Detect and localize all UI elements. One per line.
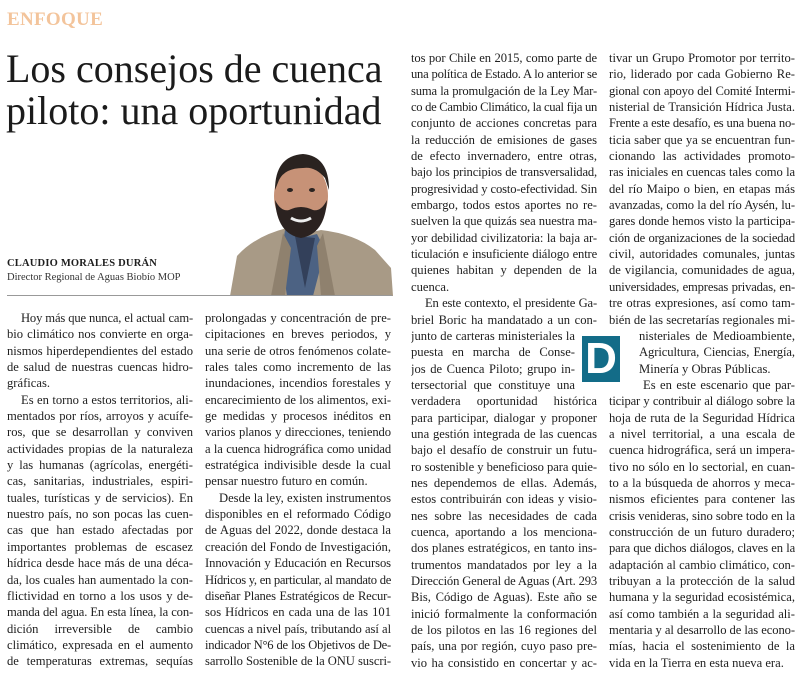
article-line: dos planes estratégicos, en tanto ins- xyxy=(411,541,597,556)
article-line: ticipar y contribuir al diálogo sobre la xyxy=(609,394,795,409)
article-line: suelven la que quizás sea nuestra ma- xyxy=(411,214,597,229)
article-line: pensar nuestro futuro en común. xyxy=(205,474,368,489)
article-line: Agricultura, Ciencias, Energía, xyxy=(639,345,795,360)
article-line: nismos eficientes para contener las xyxy=(609,492,795,507)
article-line: tersectorial que constituye una xyxy=(411,377,575,392)
article-line: verdadera oportunidad histórica xyxy=(411,394,597,409)
article-line: to a la búsqueda de ahorros y meca- xyxy=(609,475,795,490)
article-line: crisis venideras, sino sobre todo en la xyxy=(609,508,795,523)
article-line: suma la promulgación de la Ley Mar- xyxy=(411,83,597,98)
article-line: rio, liderado por cada Gobierno Re- xyxy=(609,67,795,82)
article-line: inundaciones, incendios forestales y xyxy=(205,376,391,391)
article-line: estratégica indivisible desde la cual xyxy=(205,458,391,473)
article-line: y las humanas (agrícolas, energéti- xyxy=(7,458,193,473)
article-line: prolongadas y concentración de pre- xyxy=(205,311,391,325)
article-line: de Aguas del 2022, donde destaca la xyxy=(205,523,391,538)
article-line: bajo los principios de transversalidad, xyxy=(411,165,597,180)
article-line: junto de carteras ministeriales la xyxy=(411,328,575,343)
headline xyxy=(6,48,383,132)
article-line: ro sostenible y beneficioso para quie- xyxy=(411,459,597,474)
article-line: indicador N°6 de los Objetivos de De- xyxy=(205,637,391,652)
article-line: gares donde hemos visto la participa- xyxy=(609,214,795,229)
article-line: de los pilotos en las 16 regiones del xyxy=(411,623,597,638)
article-line: universidades, empresas privadas, en- xyxy=(609,279,795,294)
divider xyxy=(7,295,392,296)
article-line: bién de las secretarías regionales mi- xyxy=(609,312,795,327)
article-line: nuestro país, no son pocas las cuen- xyxy=(7,507,193,522)
article-line: Frente a este desafío, es una buena no- xyxy=(609,116,795,131)
article-line: construcción de un futuro duradero; xyxy=(609,524,795,539)
article-line: nes dependemos de ellas. Además, xyxy=(411,475,597,490)
article-line: tivar un Grupo Promotor por territo- xyxy=(609,51,795,65)
article-line: tribuyan a la protección de la salud xyxy=(609,574,795,588)
article-line: cipitaciones en breves periodos, y xyxy=(205,327,391,342)
article-line: adaptación al cambio climático, con- xyxy=(609,557,795,572)
article-line: Dirección General de Aguas (Art. 293 xyxy=(411,574,597,588)
article-line: En este contexto, el presidente Ga- xyxy=(425,296,597,311)
article-line: importantes problemas de escasez xyxy=(7,539,193,554)
headline-line: Los consejos de cuenca xyxy=(6,46,383,91)
article-line: nisterial de Transición Hídrica Justa. xyxy=(609,100,795,115)
article-line: puesta en marcha de Conse- xyxy=(411,345,575,360)
article-line: ras iniciales en cuencas tales como la xyxy=(609,165,795,180)
article-line: conjunto de acciones concretas para xyxy=(411,116,597,131)
article-line: nisteriales de Medioambiente, xyxy=(639,328,795,343)
article-line: de temperaturas extremas, sequías xyxy=(7,654,193,669)
article-line: da, los cuales han aumentado la con- xyxy=(7,572,193,587)
article-line: trumentos mandatados por ley a la xyxy=(411,557,597,572)
article-line: cuenca. xyxy=(411,279,450,294)
article-line: a nivel territorial, a una escala de xyxy=(609,426,795,441)
article-line: mentaria y al desarrollo de las econo- xyxy=(609,623,795,638)
article-column-4 xyxy=(609,50,795,671)
article-line: actividades propias de la naturaleza xyxy=(7,441,193,456)
article-line: de salud de nuestras cuencas hidro- xyxy=(7,360,193,375)
author-role: Director Regional de Aguas Biobío MOP xyxy=(7,272,181,283)
article-line: ge medidas y procesos inéditos en xyxy=(205,409,391,424)
article-line: jos de Cuenca Piloto; grupo in- xyxy=(411,361,575,376)
article-line: inició formalmente la conformación xyxy=(411,606,597,621)
article-line: una serie de otros fenómenos colate- xyxy=(205,343,391,358)
article-line: ticia saber que ya se encuentran fun- xyxy=(609,132,795,147)
article-line: mías, hacia el sostenimiento de la xyxy=(609,639,795,654)
article-line: embargo, todos estos aportes no re- xyxy=(411,198,597,213)
article-line: Hídricos y, en particular, al mandato de xyxy=(205,572,391,587)
article-line: gional con apoyo del Comité Intermi- xyxy=(609,83,795,98)
article-line: disponibles en el reformado Código xyxy=(205,507,391,522)
article-line: una gestión integrada de las cuencas xyxy=(411,426,597,441)
article-line: encarecimiento de los alimentos, exi- xyxy=(205,392,391,407)
article-line: ticulación e insuficiente diálogo entre xyxy=(411,247,597,262)
article-line: tuales, turísticas y de servicios). En xyxy=(7,490,193,505)
article-line: de efecto invernadero, entre otras, xyxy=(411,149,597,164)
article-column-3 xyxy=(411,50,597,671)
article-line: flictividad en torno a los usos y de- xyxy=(7,588,193,603)
article-line: humana y la seguridad ecosistémica, xyxy=(609,590,795,605)
article-line: cuenca hidrográfica, será un impera- xyxy=(609,443,795,458)
article-line: a la cuenca hidrográfica como unidad xyxy=(205,441,391,456)
drop-cap: D xyxy=(582,336,620,382)
article-line: tos por Chile en 2015, como parte de xyxy=(411,51,597,65)
article-line: civil, autoridades comunales, juntas xyxy=(609,247,795,262)
article-line: dición irreversible de cambio xyxy=(7,621,193,636)
article-line: vio ha consistido en concertar y ac- xyxy=(411,655,597,670)
article-line: nes sobre las necesidades de cada xyxy=(411,508,597,523)
headline-line: piloto: una oportunidad xyxy=(6,88,382,133)
article-line: para participar, dialogar y proponer xyxy=(411,410,597,425)
article-line: climático, expresada en el aumento xyxy=(7,637,193,652)
article-line: diseñar Planes Estratégicos de Recur- xyxy=(205,588,391,603)
article-line: del río Maipo o bien, en etapas más xyxy=(609,181,795,196)
article-line: así como también a la seguridad ali- xyxy=(609,606,795,621)
article-line: de vigilancia, comunidades de agua, xyxy=(609,263,795,278)
article-line: cuencas a nivel país, tributando así al xyxy=(205,621,391,636)
article-line: hídrica desde hace más de una déca- xyxy=(7,556,193,571)
article-line: yor debilidad civilizatoria: la baja ar- xyxy=(411,230,597,245)
article-line: para que dichos diálogos, claves en la xyxy=(609,541,795,556)
article-line: Es en este escenario que par- xyxy=(643,377,795,392)
article-line: Innovación y Educación en Recursos xyxy=(205,556,391,571)
article-line: Hoy más que nunca, el actual cam- xyxy=(21,311,193,325)
article-line: nismos hiperdependientes del estado xyxy=(7,343,193,358)
article-line: una política de Estado. A lo anterior se xyxy=(411,67,597,82)
author-photo xyxy=(225,138,393,296)
article-line: quienes habitan y dependen de la xyxy=(411,263,597,278)
article-line: hoja de ruta de la Seguridad Hídrica xyxy=(609,410,795,425)
article-line: ros, que se desarrollan y conviven xyxy=(7,425,193,440)
article-line: Minería y Obras Públicas. xyxy=(639,361,771,376)
article-line: sos Hídricos en cada una de las 101 xyxy=(205,605,391,620)
article-line: estos contribuirán con ideas y visio- xyxy=(411,492,597,507)
article-line: co de Cambio Climático, la cual fija un xyxy=(411,100,597,115)
article-line: cuenca, aportando a los menciona- xyxy=(411,524,597,539)
article-line: gráficas. xyxy=(7,376,51,391)
article-line: vida en la Tierra en esta nueva era. xyxy=(609,655,784,670)
article-line: tre otras expresiones, así como tam- xyxy=(609,296,795,311)
article-line: varios planos y direcciones, teniendo xyxy=(205,425,391,440)
article-line: avanzadas, como la del río Aysén, lu- xyxy=(609,198,795,213)
article-line: país, una por región, cuyo paso pre- xyxy=(411,639,597,654)
article-line: rales tales como incremento de las xyxy=(205,360,391,375)
section-label: ENFOQUE xyxy=(7,9,104,30)
article-line: la reducción de emisiones de gases xyxy=(411,132,597,147)
article-line: progresividad y costo-efectividad. Sin xyxy=(411,181,597,196)
article-line: manda del agua. En esta línea, la con- xyxy=(7,605,193,620)
article-line: bio climático nos convierte en orga- xyxy=(7,327,193,342)
article-line: Es en torno a estos territorios, ali- xyxy=(21,392,193,407)
article-line: bajo el desafío de construir un futu- xyxy=(411,443,597,458)
article-line: sarrollo Sostenible de la ONU suscri- xyxy=(205,654,391,669)
article-line: cas que han estado afectadas por xyxy=(7,523,193,538)
article-line: Desde la ley, existen instrumentos xyxy=(219,490,391,505)
article-line: tivo no sólo en lo sectorial, en cuan- xyxy=(609,459,795,474)
article-line: ción de organizaciones de la sociedad xyxy=(609,230,795,245)
article-line: briel Boric ha mandatado a un con- xyxy=(411,312,597,327)
article-column-2 xyxy=(205,310,391,670)
author-name: CLAUDIO MORALES DURÁN xyxy=(7,258,158,269)
article-line: Bis, Código de Aguas). Este año se xyxy=(411,590,597,605)
article-column-1 xyxy=(7,310,193,670)
article-line: cas, sanitarias, industriales, espiri- xyxy=(7,474,193,489)
article-line: cionando las actividades promoto- xyxy=(609,149,795,164)
article-line: mentados por ríos, arroyos y acuífe- xyxy=(7,409,193,424)
article-line: creación del Fondo de Investigación, xyxy=(205,539,391,554)
